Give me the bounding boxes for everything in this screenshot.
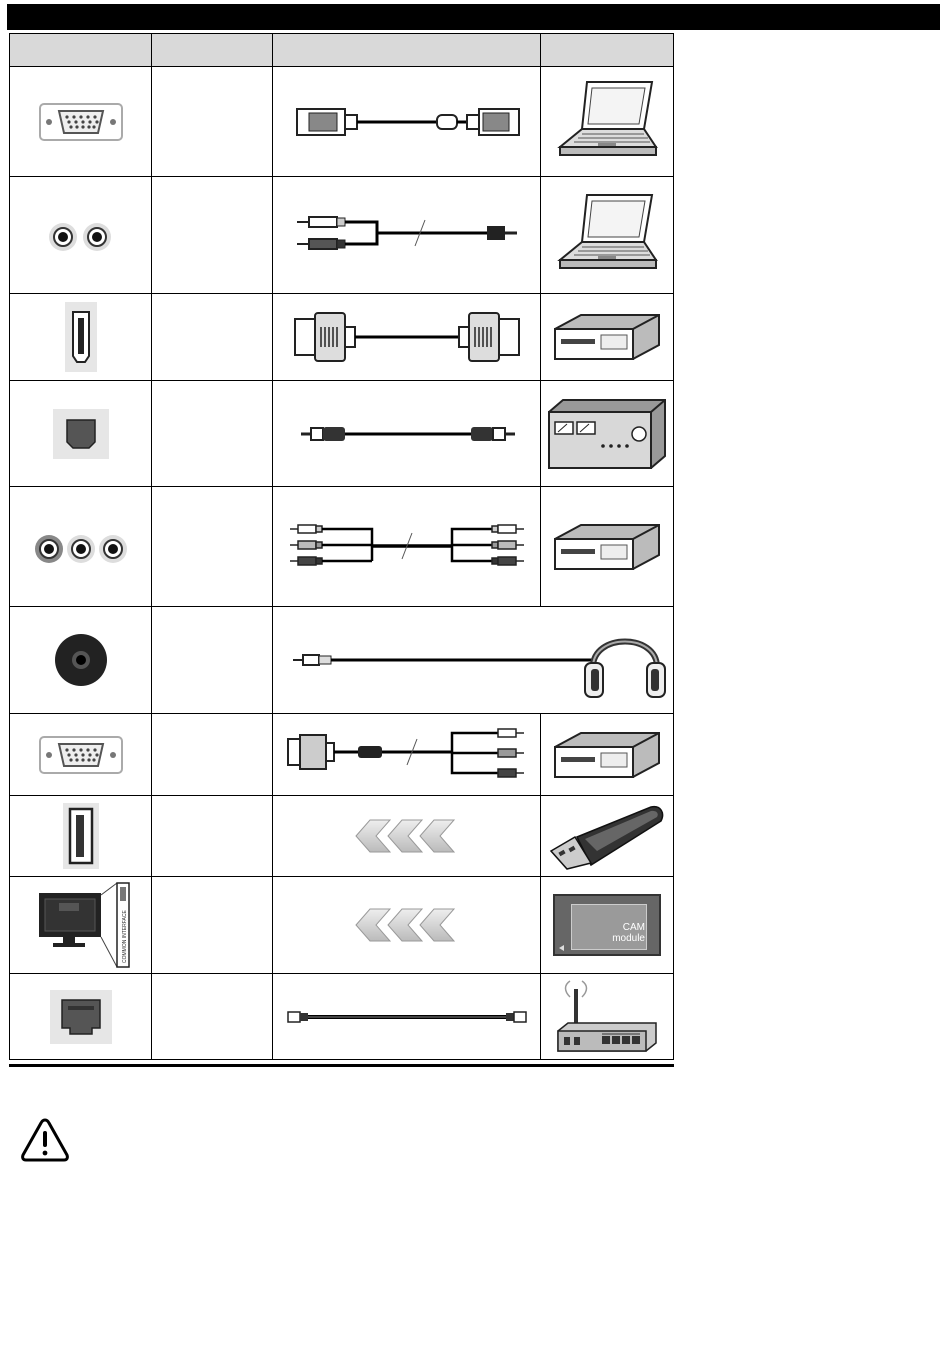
set-top-box-icon (551, 311, 663, 363)
table-row (10, 487, 674, 607)
type-cell (152, 177, 273, 294)
usb-port-icon (59, 801, 103, 871)
audio-amplifier-icon (545, 396, 669, 472)
vga-cable-icon (287, 97, 527, 147)
cable-cell (273, 381, 541, 487)
connector-cell (10, 294, 152, 381)
usb-stick-icon (547, 801, 667, 871)
connector-cell (10, 877, 152, 974)
table-row (10, 877, 674, 974)
device-cell (541, 67, 674, 177)
type-cell (152, 796, 273, 877)
router-icon (552, 979, 662, 1055)
headphones-cable-icon (287, 615, 667, 705)
audio-rca-ports-icon (41, 215, 121, 255)
device-cell (541, 487, 674, 607)
cable-cell (273, 294, 541, 381)
table-row (10, 381, 674, 487)
hdmi-cable-icon (287, 307, 527, 367)
device-cell (541, 714, 674, 796)
component-rca-ports-icon (31, 527, 131, 567)
vga-port-icon (39, 102, 123, 142)
av-rca-cable-icon (282, 519, 532, 575)
header-connector (10, 34, 152, 67)
connector-cell (10, 974, 152, 1060)
headphones-icon (585, 642, 665, 698)
laptop-icon (552, 190, 662, 280)
insert-direction-arrows-icon (352, 907, 462, 943)
cable-cell (273, 877, 541, 974)
table-row (10, 67, 674, 177)
table-row (10, 796, 674, 877)
connector-cell (10, 67, 152, 177)
device-cell (541, 177, 674, 294)
cable-cell (273, 487, 541, 607)
insert-direction-arrows-icon (352, 818, 462, 854)
ci-slot-label: COMMON INTERFACE (121, 910, 128, 963)
headphone-jack-icon (51, 630, 111, 690)
device-cell (541, 381, 674, 487)
type-cell (152, 607, 273, 714)
cable-cell (273, 796, 541, 877)
table-row (10, 974, 674, 1060)
table-row (10, 177, 674, 294)
type-cell (152, 714, 273, 796)
cable-cell (273, 714, 541, 796)
cam-label: CAM (622, 922, 645, 933)
connector-cell (10, 381, 152, 487)
type-cell (152, 877, 273, 974)
title-bar (7, 4, 940, 30)
connector-cell (10, 796, 152, 877)
ethernet-port-icon (50, 990, 112, 1044)
table-row (10, 607, 674, 714)
device-cell (541, 877, 674, 974)
table-row (10, 714, 674, 796)
connector-cell (10, 487, 152, 607)
type-cell (152, 294, 273, 381)
tv-ci-slot-icon (31, 879, 131, 971)
vga-to-component-cable-icon (282, 725, 532, 785)
set-top-box-icon (551, 521, 663, 573)
module-label: module (612, 933, 645, 944)
table-row (10, 294, 674, 381)
header-cables (273, 34, 541, 67)
type-cell (152, 381, 273, 487)
cable-cell (273, 177, 541, 294)
warning-icon (20, 1117, 70, 1163)
type-cell (152, 974, 273, 1060)
connection-table (9, 33, 674, 1060)
table-header-row (10, 34, 674, 67)
cable-cell (273, 974, 541, 1060)
device-cell (541, 294, 674, 381)
hdmi-port-icon (65, 302, 97, 372)
connector-cell (10, 607, 152, 714)
vga-port-icon (39, 735, 123, 775)
type-cell (152, 487, 273, 607)
optical-cable-icon (287, 419, 527, 449)
cam-module-icon (553, 894, 661, 956)
laptop-icon (552, 77, 662, 167)
cable-device-cell (273, 607, 674, 714)
device-cell (541, 974, 674, 1060)
connector-cell (10, 714, 152, 796)
cable-cell (273, 67, 541, 177)
device-cell (541, 796, 674, 877)
header-type (152, 34, 273, 67)
ethernet-cable-icon (282, 1002, 532, 1032)
table-bottom-rule (9, 1064, 674, 1067)
set-top-box-icon (551, 729, 663, 781)
header-device (541, 34, 674, 67)
rca-to-jack-cable-icon (287, 210, 527, 260)
optical-port-icon (53, 409, 109, 459)
connector-cell (10, 177, 152, 294)
type-cell (152, 67, 273, 177)
